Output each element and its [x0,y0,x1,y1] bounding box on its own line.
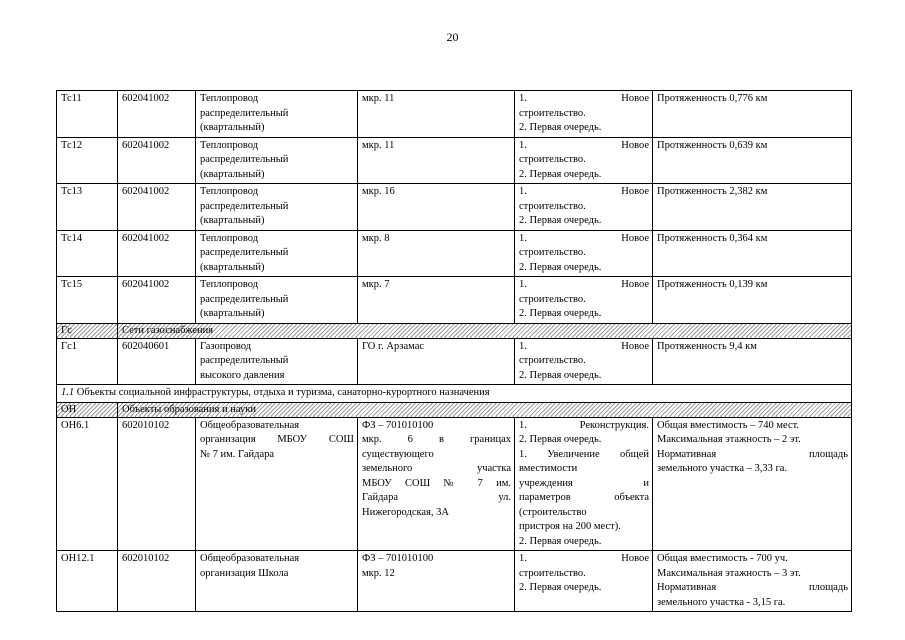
section-number: 1.1 [61,387,75,398]
planning-objects-table [56,90,852,612]
name-line: (квартальный) [200,168,265,180]
location-cell [358,230,515,277]
location-line: МБОУ СОШ № 7 им. [362,477,511,489]
group-title-cell [118,323,852,338]
status-line: (строительство [519,506,587,518]
object-location: мкр. 11 [362,93,395,104]
object-name-cell [196,277,358,324]
status-line: строительство. [519,107,586,119]
object-code: Тс12 [61,139,83,151]
name-line: (квартальный) [200,215,265,226]
object-code: Тс15 [61,279,83,290]
status-line: строительство. [519,247,586,258]
status-line: 1. Новое [519,340,649,352]
table-row [57,338,852,385]
group-header-row [57,323,852,338]
object-code-cell [57,338,118,385]
params-line: Нормативная площадь [657,448,848,460]
name-line: распределительный [200,154,289,165]
status-line: 1. Новое [519,139,649,151]
params-cell [653,277,852,324]
object-name-cell [196,137,358,184]
classifier-cell [118,137,196,184]
table-row [57,277,852,324]
status-line: 2. Первая очередь. [519,261,602,273]
table-row [57,230,852,277]
classifier-cell [118,417,196,551]
location-line: Нижегородская, 3А [362,506,449,518]
status-line: 2. Первая очередь. [519,168,602,180]
location-cell [358,338,515,385]
location-cell [358,184,515,231]
classifier-cell [118,184,196,231]
section-title: Объекты социальной инфраструктуры, отдыха и туризма, санаторно-курортного назначения [76,387,490,398]
params-line: Нормативная площадь [657,582,848,593]
object-classifier: 602010102 [122,553,170,564]
table-row [57,91,852,138]
name-line: (квартальный) [200,308,265,319]
status-line: 1. Новое [519,93,649,104]
params-cell [653,137,852,184]
status-line: 1. Новое [519,232,649,244]
object-classifier: 602041002 [122,139,170,151]
object-params: Протяженность 2,382 км [657,186,768,197]
params-cell [653,417,852,551]
params-line: земельного участка – 3,33 га. [657,463,788,474]
group-title: Объекты образования и науки [122,403,256,415]
name-line: организация МБОУ СОШ [200,434,354,445]
params-line: земельного участка - 3,15 га. [657,596,786,608]
params-line: Максимальная этажность – 3 эт. [657,567,801,579]
object-classifier: 602010102 [122,419,170,431]
object-code: ОН6.1 [61,419,90,431]
page-number: 20 [446,30,459,44]
object-params: Протяженность 0,639 км [657,139,768,151]
object-code: Тс11 [61,93,82,104]
table-row [57,184,852,231]
name-line: Теплопровод [200,232,259,244]
params-cell [653,551,852,612]
location-line: ФЗ – 701010100 [362,553,434,564]
status-line: 2. Первая очередь. [519,308,602,319]
object-name-cell [196,551,358,612]
name-line: Газопровод [200,340,252,352]
object-location: ГО г. Арзамас [362,340,425,352]
location-cell [358,91,515,138]
status-line: 2. Первая очередь. [519,122,602,133]
location-line: земельного участка [362,463,511,474]
object-location: мкр. 11 [362,139,395,151]
group-header-row [57,402,852,417]
status-line: вместимости [519,463,578,474]
object-classifier: 602041002 [122,93,170,104]
params-cell [653,230,852,277]
status-line: 2. Первая очередь. [519,369,602,381]
status-cell [515,184,653,231]
status-line: строительство. [519,355,586,366]
object-code-cell [57,551,118,612]
object-code-cell [57,277,118,324]
object-name-cell [196,230,358,277]
status-line: строительство. [519,567,586,579]
object-code: Тс13 [61,186,83,197]
location-cell [358,417,515,551]
object-name-cell [196,184,358,231]
name-line: Теплопровод [200,279,259,290]
object-code: Тс14 [61,232,83,244]
name-line: распределительный [200,107,289,119]
object-classifier: 602041002 [122,279,170,290]
name-line: распределительный [200,200,289,212]
name-line: Общеобразовательная [200,553,300,564]
status-line: строительство. [519,293,586,305]
params-cell [653,338,852,385]
object-params: Протяженность 0,776 км [657,93,768,104]
object-classifier: 602041002 [122,232,170,244]
object-params: Протяженность 0,364 км [657,232,768,244]
status-line: 1. Новое [519,553,649,564]
name-line: организация Школа [200,567,289,579]
table-row [57,137,852,184]
location-cell [358,137,515,184]
classifier-cell [118,551,196,612]
status-line: 1. Новое [519,279,649,290]
name-line: распределительный [200,247,289,258]
object-code: ОН12.1 [61,553,95,564]
object-params: Протяженность 0,139 км [657,279,768,290]
object-code-cell [57,137,118,184]
location-line: мкр. 6 в границах [362,434,511,445]
table-row [57,417,852,551]
object-code-cell [57,184,118,231]
classifier-cell [118,230,196,277]
object-location: мкр. 16 [362,186,395,197]
classifier-cell [118,338,196,385]
object-classifier: 602040601 [122,340,170,352]
location-line: ФЗ – 701010100 [362,419,434,431]
location-line: существующего [362,448,434,460]
object-code-cell [57,417,118,551]
group-title-cell [118,402,852,417]
status-line: 1. Увеличение общей [519,448,649,460]
name-line: (квартальный) [200,261,265,273]
name-line: Общеобразовательная [200,419,300,431]
params-line: Общая вместимость - 700 уч. [657,553,788,564]
object-location: мкр. 7 [362,279,390,290]
object-name-cell [196,338,358,385]
params-line: Максимальная этажность – 2 эт. [657,434,801,445]
object-location: мкр. 8 [362,232,390,244]
object-name-cell [196,417,358,551]
status-cell [515,338,653,385]
name-line: высокого давления [200,369,285,381]
name-line: распределительный [200,293,289,305]
section-row [57,385,852,403]
classifier-cell [118,91,196,138]
params-cell [653,184,852,231]
table-row [57,551,852,612]
object-code-cell [57,230,118,277]
location-line: мкр. 12 [362,567,395,579]
status-cell [515,551,653,612]
status-cell [515,137,653,184]
status-line: 1. Новое [519,186,649,197]
status-line: 2. Первая очередь. [519,434,602,445]
status-cell [515,417,653,551]
status-line: 2. Первая очередь. [519,535,602,547]
classifier-cell [118,277,196,324]
params-cell [653,91,852,138]
object-code-cell [57,91,118,138]
group-code-cell [57,323,118,338]
name-line: № 7 им. Гайдара [200,448,275,460]
status-line: учреждения и [519,477,649,489]
object-name-cell [196,91,358,138]
status-cell [515,277,653,324]
name-line: Теплопровод [200,93,259,104]
object-code: Гс1 [61,340,77,352]
status-line: 1. Реконструкция. [519,419,649,431]
params-line: Общая вместимость – 740 мест. [657,419,800,431]
name-line: Теплопровод [200,139,259,151]
status-line: строительство. [519,200,586,212]
location-cell [358,277,515,324]
group-code: ОН [61,403,77,415]
name-line: (квартальный) [200,122,265,133]
status-line: 2. Первая очередь. [519,582,602,593]
status-cell [515,91,653,138]
status-line: строительство. [519,154,586,165]
group-code: Гс [61,324,72,336]
object-params: Протяженность 9,4 км [657,340,757,352]
status-line: параметров объекта [519,492,649,503]
status-line: 2. Первая очередь. [519,215,602,226]
location-cell [358,551,515,612]
location-line: Гайдара ул. [362,492,511,503]
object-classifier: 602041002 [122,186,170,197]
status-line: пристроя на 200 мест). [519,521,621,532]
group-code-cell [57,402,118,417]
status-cell [515,230,653,277]
name-line: Теплопровод [200,186,259,197]
name-line: распределительный [200,355,289,366]
section-title-cell [57,385,852,403]
group-title: Сети газоснабжения [122,324,214,336]
